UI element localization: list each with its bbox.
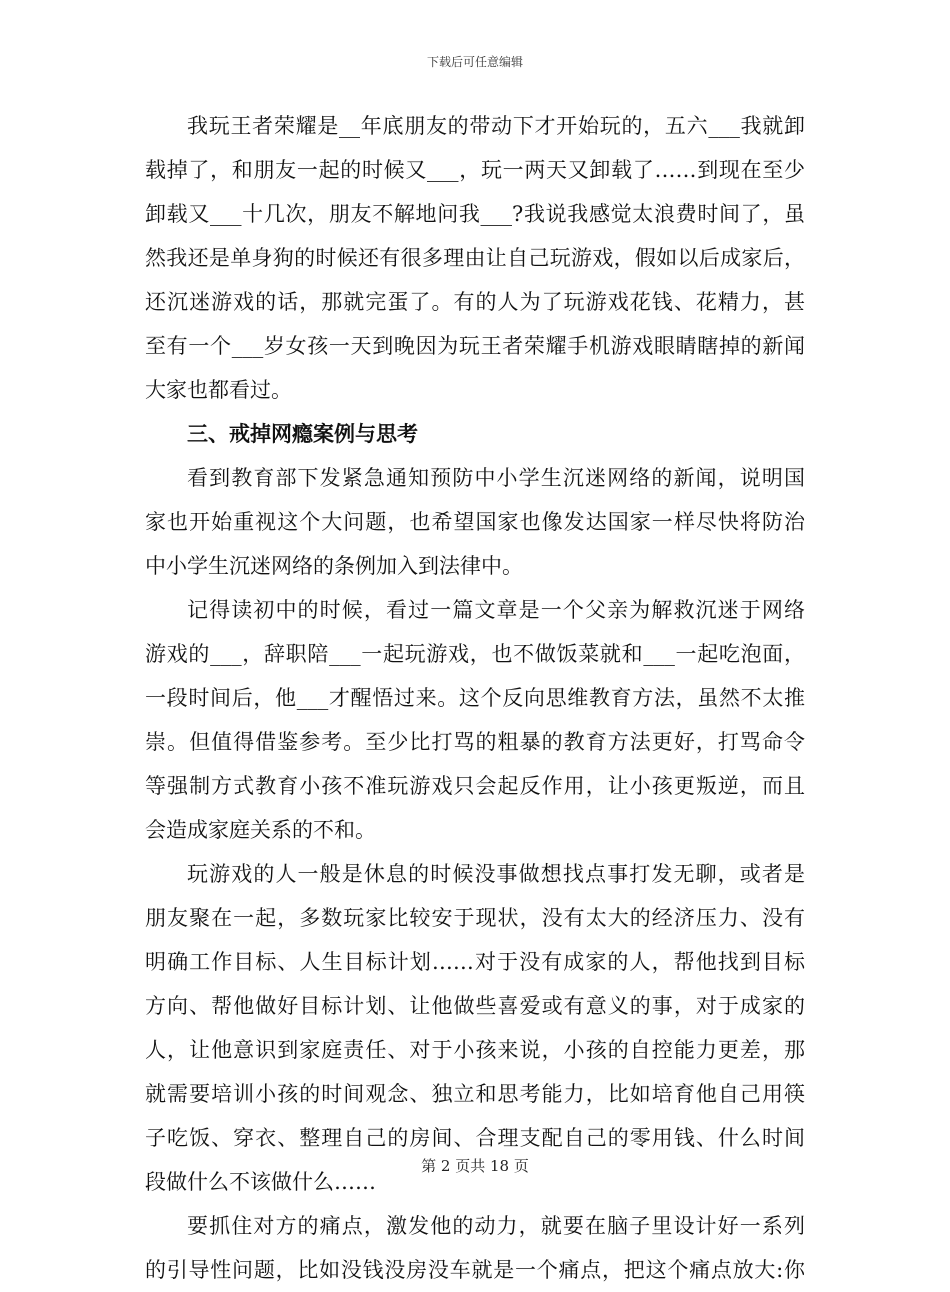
paragraph-line: 崇。但值得借鉴参考。至少比打骂的粗暴的教育方法更好，打骂命令 [145, 730, 805, 754]
paragraph-line: 载掉了，和朋友一起的时候又___，玩一两天又卸载了……到现在至少 [145, 158, 805, 182]
paragraph-line: 子吃饭、穿衣、整理自己的房间、合理支配自己的零用钱、什么时间 [145, 1126, 805, 1150]
paragraph-line: 明确工作目标、人生目标计划……对于没有成家的人，帮他找到目标 [145, 950, 805, 974]
paragraph-line: 家也开始重视这个大问题，也希望国家也像发达国家一样尽快将防治 [145, 510, 805, 534]
paragraph-line: 至有一个___岁女孩一天到晚因为玩王者荣耀手机游戏眼睛瞎掉的新闻 [145, 334, 805, 358]
page-header: 下载后可任意编辑 [426, 55, 523, 69]
paragraph-line: 段做什么不该做什么…… [145, 1170, 376, 1194]
paragraph-line: 就需要培训小孩的时间观念、独立和思考能力，比如培育他自己用筷 [145, 1082, 805, 1106]
paragraph-line: 还沉迷游戏的话，那就完蛋了。有的人为了玩游戏花钱、花精力，甚 [145, 290, 805, 314]
paragraph-line: 要抓住对方的痛点，激发他的动力，就要在脑子里设计好一系列 [187, 1214, 805, 1238]
paragraph-line: 会造成家庭关系的不和。 [145, 818, 376, 842]
paragraph-line: 中小学生沉迷网络的条例加入到法律中。 [145, 554, 523, 578]
paragraph-line: 我玩王者荣耀是__年底朋友的带动下才开始玩的，五六___我就卸 [187, 114, 805, 138]
paragraph-line: 等强制方式教育小孩不准玩游戏只会起反作用，让小孩更叛逆，而且 [145, 774, 805, 798]
paragraph-line: 一段时间后，他___才醒悟过来。这个反向思维教育方法，虽然不太推 [145, 686, 805, 710]
document-body [145, 104, 805, 1292]
paragraph-line: 记得读初中的时候，看过一篇文章是一个父亲为解救沉迷于网络 [187, 598, 805, 622]
paragraph-line: 方向、帮他做好目标计划、让他做些喜爱或有意义的事，对于成家的 [145, 994, 805, 1018]
paragraph-line: 玩游戏的人一般是休息的时候没事做想找点事打发无聊，或者是 [187, 862, 805, 886]
paragraph-line: 的引导性问题，比如没钱没房没车就是一个痛点，把这个痛点放大:你 [145, 1258, 805, 1282]
paragraph-line: 卸载又___十几次，朋友不解地问我___?我说我感觉太浪费时间了，虽 [145, 202, 805, 226]
paragraph-line: 朋友聚在一起，多数玩家比较安于现状，没有太大的经济压力、没有 [145, 906, 805, 930]
section-heading: 三、戒掉网瘾案例与思考 [187, 421, 418, 446]
paragraph-line: 然我还是单身狗的时候还有很多理由让自己玩游戏，假如以后成家后， [145, 246, 805, 270]
paragraph-line: 大家也都看过。 [145, 378, 292, 402]
paragraph-line: 人，让他意识到家庭责任、对于小孩来说，小孩的自控能力更差，那 [145, 1038, 805, 1062]
paragraph-line: 看到教育部下发紧急通知预防中小学生沉迷网络的新闻，说明国 [187, 466, 805, 490]
paragraph-line: 游戏的___，辞职陪___一起玩游戏，也不做饭菜就和___一起吃泡面， [145, 642, 805, 666]
page-footer: 第 2 页共 18 页 [421, 1157, 529, 1175]
